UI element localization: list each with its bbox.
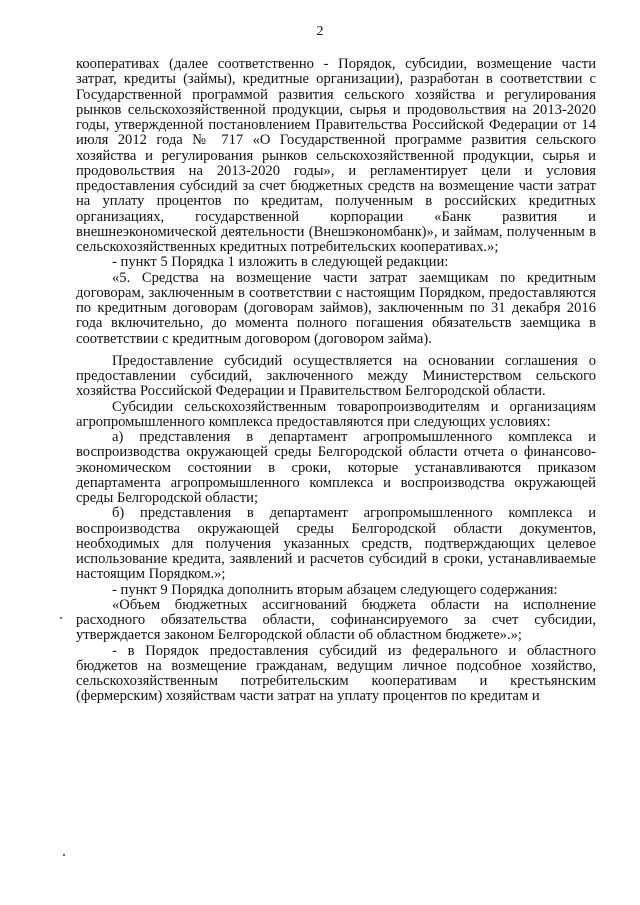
- paragraph-item-punkt-5: - пункт 5 Порядка 1 изложить в следующей редакции:: [112, 254, 449, 271]
- scan-speck: [60, 617, 62, 619]
- paragraph-punkt-5-text: «5. Средства на возмещение части затрат заемщикам по кредитным договорам, заключенным в соответствии с настоящим Порядком, предоставляются по кредитным договорам (договорам займов), заключенным по 31 декабря 2016 года включительно, до момента полного погашения обязательств заемщика в соответствии с кредитным договором (договором займа).: [76, 269, 596, 347]
- document-body: [76, 57, 596, 705]
- scan-speck: [63, 854, 65, 856]
- paragraph-conditions: Субсидии сельскохозяйственным товаропроизводителям и организациям агропромышленного комплекса предоставляются при следующих условиях:: [76, 398, 596, 430]
- paragraph-condition-a: а) представления в департамент агропромышленного комплекса и воспроизводства окружающей среды Белгородской области отчета о финансово-экономическом состоянии в сроки, которые устанавливаются приказом департамента агропромышленного комплекса и воспроизводства окружающей среды Белгородской области;: [76, 429, 596, 506]
- paragraph-budget-allocation: «Объем бюджетных ассигнований бюджета области на исполнение расходного обязательства области, софинансируемого за счет субсидии, утверждается законом Белгородской области об областном бюджете».»;: [76, 596, 596, 644]
- paragraph-procedure: - в Порядок предоставления субсидий из федерального и областного бюджетов на возмещение гражданам, ведущим личное подсобное хозяйство, сельскохозяйственным потребительским кооперативам и крестьянским (фермерским) хозяйствам части затрат на уплату процентов по кредитам и: [76, 642, 596, 705]
- page-number: 2: [316, 24, 324, 39]
- paragraph-agreement: Предоставление субсидий осуществляется на основании соглашения о предоставлении субсидий, заключенного между Министерством сельского хозяйства Российской Федерации и Правительством Белгородской области.: [76, 352, 596, 400]
- paragraph-item-punkt-9: - пункт 9 Порядка дополнить вторым абзацем следующего содержания:: [112, 581, 558, 598]
- paragraph-continuation: кооперативах (далее соответственно - Порядок, субсидии, возмещение части затрат, кредиты (займы), кредитные организации), разработан в соответствии с Государственной программой развития сельского хозяйства и регулирования рынков сельскохозяйственной продукции, сырья и продовольствия на 2013-2020 годы, утвержденной постановлением Правительства Российской Федерации от 14 июля 2012 года № 717 «О Государственной программе развития сельского хозяйства и регулирования рынков сельскохозяйственной продукции, сырья и продовольствия на 2013-2020 годы», и регламентирует цели и условия предоставления субсидий за счет бюджетных средств на возмещение части затрат на уплату процентов по кредитам, полученным в российских кредитных организациях, государственной корпорации «Банк развития и внешнеэкономической деятельности (Внешэкономбанк)», и займам, полученным в сельскохозяйственных кредитных потребительских кооперативах.»;: [76, 56, 596, 255]
- paragraph-condition-b: б) представления в департамент агропромышленного комплекса и воспроизводства окружающей среды Белгородской области документов, необходимых для получения указанных средств, подтверждающих целевое использование кредита, заявлений и расчетов субсидий в сроки, устанавливаемые настоящим Порядком.»;: [76, 505, 596, 583]
